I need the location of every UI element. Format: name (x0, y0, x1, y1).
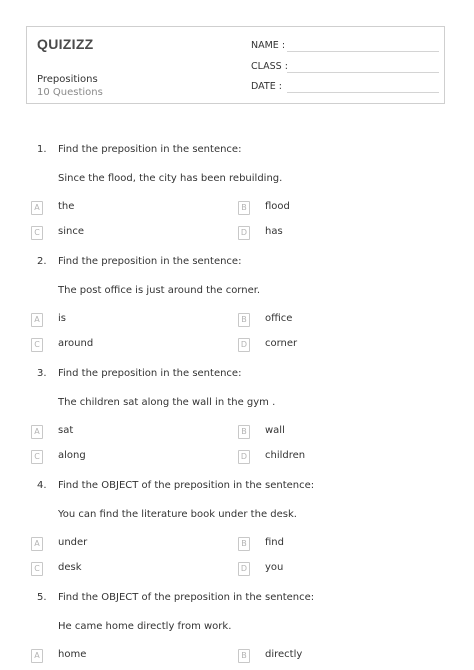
option-letter-box: C (31, 338, 43, 352)
question-prompt: Find the preposition in the sentence: (58, 368, 242, 379)
option-letter-box: D (238, 562, 250, 576)
option-letter-box: B (238, 537, 250, 551)
option-letter-box: A (31, 313, 43, 327)
option-letter-box: B (238, 649, 250, 663)
question-count: 10 Questions (37, 87, 103, 98)
class-field[interactable] (251, 61, 288, 72)
worksheet-header (26, 26, 445, 104)
name-field[interactable] (251, 40, 285, 51)
name-label: NAME : (251, 40, 286, 51)
option-text: flood (265, 201, 290, 212)
question-number: 1. (37, 144, 47, 155)
class-line (287, 72, 439, 73)
question-number: 5. (37, 592, 47, 603)
option-text: office (265, 313, 293, 324)
option-letter-box: B (238, 313, 250, 327)
option-letter-box: D (238, 338, 250, 352)
option-text: wall (265, 425, 285, 436)
option-text: you (265, 562, 284, 573)
option-letter-box: A (31, 201, 43, 215)
option-text: sat (58, 425, 74, 436)
question-sentence: The post office is just around the corner. (58, 285, 261, 296)
option-text: is (58, 313, 66, 324)
question-prompt: Find the OBJECT of the preposition in the sentence: (58, 592, 315, 603)
option-letter-box: A (31, 425, 43, 439)
option-letter-box: C (31, 226, 43, 240)
question-sentence: You can find the literature book under the desk. (58, 509, 297, 520)
question-prompt: Find the OBJECT of the preposition in the sentence: (58, 480, 315, 491)
quizizz-logo: QUIZIZZ (37, 36, 94, 52)
option-text: children (265, 450, 306, 461)
option-text: under (58, 537, 88, 548)
question-sentence: The children sat along the wall in the gym . (58, 397, 276, 408)
option-letter-box: C (31, 562, 43, 576)
date-field[interactable] (251, 81, 282, 92)
option-text: along (58, 450, 86, 461)
question-number: 3. (37, 368, 47, 379)
class-label: CLASS : (251, 61, 288, 72)
option-letter-box: B (238, 201, 250, 215)
option-text: desk (58, 562, 82, 573)
option-text: has (265, 226, 283, 237)
question-prompt: Find the preposition in the sentence: (58, 256, 242, 267)
worksheet-title: Prepositions (37, 74, 98, 85)
option-letter-box: D (238, 450, 250, 464)
question-number: 2. (37, 256, 47, 267)
option-letter-box: B (238, 425, 250, 439)
question-prompt: Find the preposition in the sentence: (58, 144, 242, 155)
option-text: the (58, 201, 75, 212)
option-text: home (58, 649, 87, 660)
option-letter-box: D (238, 226, 250, 240)
option-text: corner (265, 338, 298, 349)
question-sentence: Since the flood, the city has been rebuilding. (58, 173, 283, 184)
option-letter-box: A (31, 649, 43, 663)
option-letter-box: A (31, 537, 43, 551)
option-text: around (58, 338, 94, 349)
option-letter-box: C (31, 450, 43, 464)
option-text: find (265, 537, 284, 548)
option-text: since (58, 226, 84, 237)
date-line (287, 92, 439, 93)
option-text: directly (265, 649, 303, 660)
question-number: 4. (37, 480, 47, 491)
date-label: DATE : (251, 81, 282, 92)
question-sentence: He came home directly from work. (58, 621, 232, 632)
name-line (287, 51, 439, 52)
